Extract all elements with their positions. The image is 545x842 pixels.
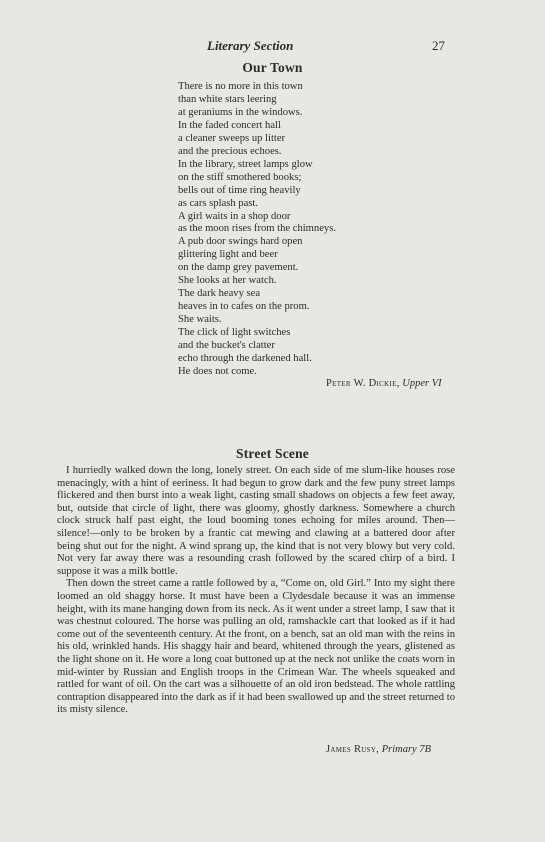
poem-line: at geraniums in the windows.: [178, 106, 303, 118]
poem-line: on the damp grey pavement.: [178, 262, 299, 274]
poem-line: bells out of time ring heavily: [178, 184, 301, 196]
poem-line: The dark heavy sea: [178, 288, 261, 300]
poem-author-form: Upper VI: [402, 378, 442, 389]
poem-title: Our Town: [242, 60, 303, 75]
poem-body: [178, 81, 336, 379]
poem-line: A girl waits in a shop door: [178, 210, 291, 222]
poem-line: She waits.: [178, 314, 222, 326]
poem-line: echo through the darkened hall.: [178, 353, 312, 365]
poem-line: There is no more in this town: [178, 81, 303, 92]
story-paragraph: Then down the street came a rattle followed by a, “Come on, old Girl.” Into my sight there loomed an old shaggy horse. It must have been a Clydesdale because it was an immense height, with its mane hanging down from its neck. As it went under a street lamp, I saw that it was chestnut coloured. The horse was pulling an old, ramshackle cart that looked as if it had come out of the seventeenth century. At the front, on a bench, sat an old man with the reins in his old, wrinkled hands. His shaggy hair and beard, whitened through the years, glistened as the light shone on it. He wore a long coat buttoned up at the neck not unlike the coats worn in mid-winter by Russian and English troops in the Crimean War. The wheels squeaked and rattled for want of oil. On the cart was a silhouette of an old iron bedstead. The whole rattling contraption disappeared into the dark as if it had been swallowed up and the street returned to its misty silence.: [57, 578, 455, 716]
poem-line: A pub door swings hard open: [178, 236, 303, 248]
poem-line: on the stiff smothered books;: [178, 171, 302, 183]
poem-line: a cleaner sweeps up litter: [178, 132, 286, 144]
poem-line: In the faded concert hall: [178, 119, 281, 131]
story-byline: [326, 744, 431, 755]
poem-author: Peter W. Dickie,: [326, 378, 400, 389]
poem-byline: [326, 378, 442, 389]
poem-line: She looks at her watch.: [178, 275, 277, 287]
poem-line: glittering light and beer: [178, 249, 278, 261]
page-number: 27: [432, 38, 445, 53]
poem-line: In the library, street lamps glow: [178, 158, 313, 170]
poem-line: The click of light switches: [178, 327, 291, 339]
poem-line: and the precious echoes.: [178, 145, 282, 157]
poem-line: He does not come.: [178, 365, 257, 377]
running-head: Literary Section: [207, 38, 294, 53]
story-paragraph: I hurriedly walked down the long, lonely street. On each side of me slum-like houses rose menacingly, with a hint of eeriness. It had begun to grow dark and the few puny street lamps flickered and then burst into a weak light, casting small shadows on objects a few feet away, but, outside that circle of light, there was gloomy, ghostly darkness. Somewhere a church clock struck half past eight, the loud booming tones echoing for miles around. Then—silence!—only to be broken by a frantic cat mewing and clawing at a battered door after being shut out for the night. A wind sprang up, the kind that is not very blowy but very cold. Not very far away there was a resounding crash followed by the scared chirp of a bird. I suppose it was a milk bottle.: [57, 465, 455, 577]
poem-line: as the moon rises from the chimneys.: [178, 223, 336, 235]
poem-line: than white stars leering: [178, 93, 277, 105]
story-author-form: Primary 7B: [381, 744, 432, 755]
story-body: [57, 465, 455, 717]
poem-line: heaves in to cafes on the prom.: [178, 301, 310, 313]
story-title: Street Scene: [236, 446, 309, 461]
poem-line: as cars splash past.: [178, 197, 259, 209]
poem-line: and the bucket's clatter: [178, 340, 275, 352]
story-author: James Rusy,: [326, 744, 380, 755]
